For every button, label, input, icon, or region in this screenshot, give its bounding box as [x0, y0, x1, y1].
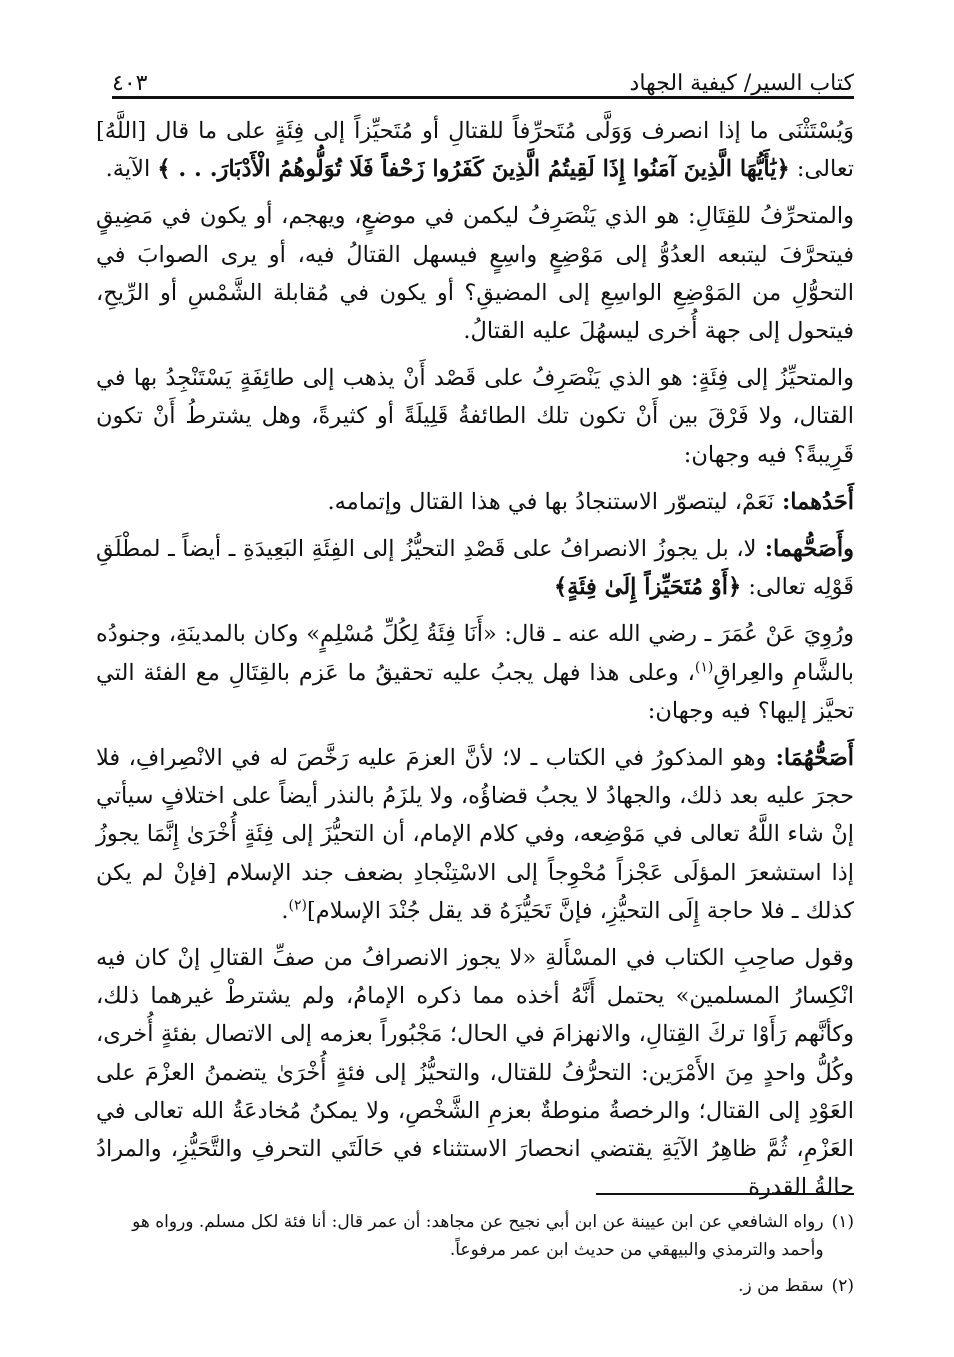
quran-verse: ﴿يَٰأَيُّهَا الَّذِينَ آمَنُوا إِذَا لَقِيتُمُ الَّذِينَ كَفَرُوا زَحْفاً فَلَا تُوَلُّوهُمُ الْأَدْبَارَ. . . ﴾ — [157, 156, 790, 183]
paragraph — [96, 939, 854, 1206]
text-run: ورُوِيَ عَنْ عُمَرَ ـ رضي الله عنه ـ قال: «أَنَا فِئَةُ لِكُلِّ مُسْلِمٍ» وكان بالمدينَةِ، وجنودُه بالشَّامِ والعِراقِ — [96, 621, 854, 686]
main-text — [96, 112, 854, 1215]
text-run: . — [281, 897, 289, 924]
paragraph — [96, 197, 854, 350]
text-run: وهو المذكورُ في الكتاب ـ لا؛ لأنَّ العزمَ عليه رَخَّصَ له في الانْصِرافِ، فلا حجرَ عليه بعد ذلك، والجهادُ لا يجبُ قضاؤُه، ولا يلزَمُ بالنذر أيضاً على اختلافٍ سيأتي إنْ شاء اللَّهُ تعالى في مَوْضِعه، وفي كلام الإمام، أن التحيُّزَ إلى فِئَةٍ أُخْرَىٰ إِنَّمَا يجوزُ إذا استشعرَ المؤلَى عَجْزاً مُحْوِجاً إلى الاسْتِنْجادِ بضعف جند الإسلام [فإنْ لم يكن كذلك ـ فلا حاجة إِلَى التحيُّزِ، فإنَّ تَحَيُّزَهُ قد يقل جُنْدَ الإسلام] — [96, 745, 854, 924]
footnote — [96, 1272, 854, 1300]
footnote-text: رواه الشافعي عن ابن عيينة عن ابن أبي نجيح عن مجاهد: أن عمر قال: أنا فئة لكل مسلم. ورواه هو وأحمد والترمذي والبيهقي من حديث ابن عمر مرفوعاً. — [132, 1212, 824, 1260]
text-run: ، وعلى هذا فهل يجبُ عليه تحقيقُ ما عَزم بالقِتَالِ مع الفئة التي تحيَّز إليها؟ فيه وجهان: — [96, 659, 854, 724]
text-run: لا، بل يجوزُ الانصرافُ على قَصْدِ التحيُّزُ إلى الفِئَةِ البَعِيدَةِ ـ أيضاً ـ لمطْلَقِ قَوْلِه تعالى: — [96, 536, 854, 601]
footnote — [96, 1208, 854, 1264]
footnote-number: (١) — [831, 1212, 854, 1232]
running-title: كتاب السير/ كيفية الجهاد — [629, 71, 854, 96]
paragraph — [96, 112, 854, 188]
header-rule — [112, 96, 854, 99]
text-run: وَيُسْتَثْنَى ما إذا انصرف وَوَلَّى مُتَحرِّفاً للقتالِ أو مُتَحيِّزاً إلى فِئَةٍ على ما قال [اللَّهُ] تعالى: — [96, 118, 854, 183]
page-number: ٤٠٣ — [112, 71, 148, 96]
footnote-text: سقط من ز. — [738, 1276, 824, 1296]
footnote-number: (٢) — [831, 1276, 854, 1296]
text-run: الآية. — [105, 156, 158, 183]
footnote-separator — [596, 1193, 854, 1195]
text-run: والمتحيِّزُ إلى فِئَةٍ: هو الذي يَنْصَرِفُ على قَصْد أَنْ يذهب إلى طائِفَةٍ يَسْتَنْجِدُ بها في القتال، ولا فَرْقَ بين أَنْ تكون تلك الطائفةُ قَلِيلَةً أو كثيرةً، وهل يشترطُ أَنْ تكون قَرِيبةً؟ فيه وجهان: — [96, 365, 854, 468]
quran-verse: ﴿أَوْ مُتَحَيِّزاً إِلَىٰ فِئَةٍ﴾ — [553, 574, 742, 601]
footnote-ref: (٢) — [288, 897, 307, 914]
paragraph — [96, 739, 854, 930]
footnote-ref: (١) — [694, 659, 714, 676]
text-run: والمتحرِّفُ للقِتَالِ: هو الذي يَنْصَرِفُ ليكمن في موضعٍ، ويهجم، أو يكون في مَضِيقٍ فيتحرَّفَ ليتبعه العدُوُّ إلى مَوْضِعٍ واسِعٍ فيسهل القتالُ فيه، أو يرى الصوابَ في التحوُّلِ من المَوْضِعِ الواسِعِ إلى المضيقِ؟ أو يكون في مُقابلة الشَّمْسِ أو الرِّيحِ، فيتحول إلى جهة أُخرى ليسهُلَ عليه القتالُ. — [96, 203, 854, 345]
footnotes — [96, 1208, 854, 1308]
paragraph — [96, 530, 854, 606]
term-heading: أَحَدُهما: — [774, 488, 854, 515]
page-header — [112, 58, 854, 96]
term-heading: وأَصَحُّهما: — [756, 536, 854, 563]
paragraph — [96, 615, 854, 730]
paragraph — [96, 483, 854, 521]
term-heading: أَصَحُّهُمَا: — [766, 745, 854, 772]
text-run: نَعَمْ، ليتصوّر الاستنجادُ بها في هذا القتال وإتمامه. — [327, 488, 775, 515]
text-run: وقول صاحِبِ الكتاب في المسْأَلةِ «لا يجوز الانصرافُ من صفِّ القتالِ إنْ كان فيه انْكِسارُ المسلمين» يحتمل أَنَّهُ أخذه مما ذكره الإمامُ، ولم يشترطْ غيرهما ذلك، وكأنَّهم رَأَوْا تركَ القِتالِ، والانهزامَ في الحال؛ مَجْبُوراً بعزمه إلى الاتصال بفئةٍ أُخرى، وكُلُّ واحدٍ مِنَ الأَمْرَين: التحرُّفُ للقتال، والتحيُّزُ إلى فئةٍ أُخْرَىٰ يتضمنُ العزْمَ على العَوْدِ إلى القتال؛ والرخصةُ منوطةٌ بعزمِ الشَّخْصِ، ولا يمكنُ مُخادعَةُ الله تعالى في العَزْمِ، ثُمَّ ظاهِرُ الآيَةِ يقتضي انحصارَ الاستثناء في حَالَتَي التحرفِ والتَّحَيُّزِ، والمرادُ حالةُ القدرة — [96, 945, 854, 1201]
paragraph — [96, 359, 854, 474]
